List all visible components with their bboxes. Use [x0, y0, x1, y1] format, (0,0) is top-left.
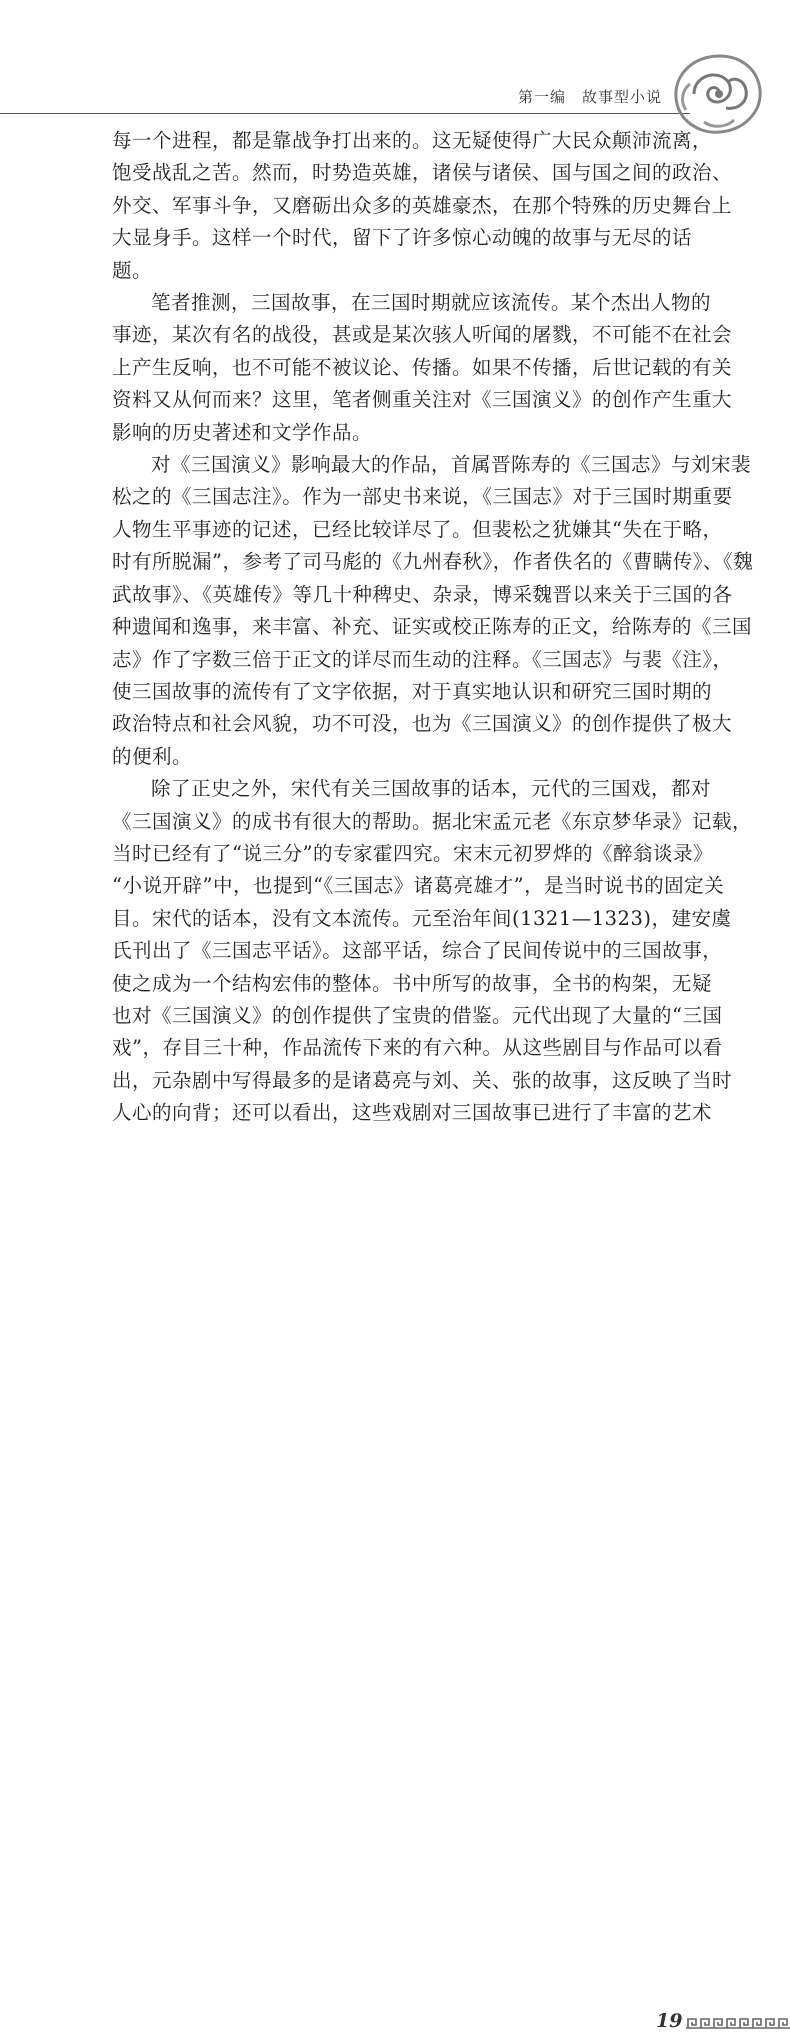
text-line: 氏刊出了《三国志平话》。这部平话，综合了民间传说中的三国故事，: [112, 939, 723, 963]
text-line: 外交、军事斗争，又磨砺出众多的英雄豪杰，在那个特殊的历史舞台上: [112, 193, 733, 217]
paragraph: [112, 125, 733, 287]
page-number: 19: [656, 2010, 683, 2032]
paragraph: [112, 449, 754, 773]
text-line: 除了正史之外，宋代有关三国故事的话本，元代的三国戏，都对: [151, 777, 712, 801]
meander-pattern-icon: [686, 2016, 790, 2030]
paragraph: [112, 287, 733, 449]
text-line: 饱受战乱之苦。然而，时势造英雄，诸侯与诸侯、国与国之间的政治、: [112, 161, 733, 185]
text-line: 使三国故事的流传有了文字依据，对于真实地认识和研究三国时期的: [112, 679, 713, 703]
text-line: 使之成为一个结构宏伟的整体。书中所写的故事，全书的构架，无疑: [112, 971, 713, 995]
text-line: 也对《三国演义》的创作提供了宝贵的借鉴。元代出现了大量的“三国: [112, 1003, 723, 1027]
text-line: 当时已经有了“说三分”的专家霍四究。宋末元初罗烨的《醉翁谈录》: [112, 841, 713, 865]
text-line: 的便利。: [112, 744, 193, 768]
header-rule: [0, 113, 690, 114]
text-line: 政治特点和社会风貌，功不可没，也为《三国演义》的创作提供了极大: [112, 712, 733, 736]
text-line: 上产生反响，也不可能不被议论、传播。如果不传播，后世记载的有关: [112, 355, 733, 379]
page-footer: [0, 985, 790, 2032]
text-line: 人心的向背；还可以看出，这些戏剧对三国故事已进行了丰富的艺术: [112, 1101, 713, 1125]
text-line: 事迹，某次有名的战役，甚或是某次骇人听闻的屠戮，不可能不在社会: [112, 323, 733, 347]
text-line: 笔者推测，三国故事，在三国时期就应该流传。某个杰出人物的: [151, 291, 712, 315]
text-line: 资料又从何而来？这里，笔者侧重关注对《三国演义》的创作产生重大: [112, 388, 733, 412]
section-title: 第一编 故事型小说: [517, 88, 662, 106]
text-line: 人物生平事迹的记述，已经比较详尽了。但裴松之犹嫌其“失在于略，: [112, 517, 723, 541]
text-line: 题。: [112, 258, 153, 282]
text-line: 松之的《三国志注》。作为一部史书来说，《三国志》对于三国时期重要: [112, 485, 733, 509]
text-line: 武故事》、《英雄传》等几十种稗史、杂录，博采魏晋以来关于三国的各: [112, 582, 733, 606]
text-line: “小说开辟”中，也提到“《三国志》诸葛亮雄才”，是当时说书的固定关: [112, 874, 725, 898]
page-header: [0, 0, 790, 125]
text-line: 出，元杂剧中写得最多的是诸葛亮与刘、关、张的故事，这反映了当时: [112, 1068, 733, 1092]
text-line: 《三国演义》的成书有很大的帮助。据北宋孟元老《东京梦华录》记载，: [112, 809, 753, 833]
text-line: 大显身手。这样一个时代，留下了许多惊心动魄的故事与无尽的话: [112, 226, 693, 250]
text-line: 对《三国演义》影响最大的作品，首属晋陈寿的《三国志》与刘宋裴: [151, 453, 752, 477]
text-line: 种遗闻和逸事，来丰富、补充、证实或校正陈寿的正文，给陈寿的《三国: [112, 615, 753, 639]
text-line: 志》作了字数三倍于正文的详尽而生动的注释。《三国志》与裴《注》，: [112, 647, 733, 671]
text-line: 目。宋代的话本，没有文本流传。元至治年间(1321—1323)，建安虞: [112, 906, 732, 930]
text-line: 影响的历史著述和文学作品。: [112, 420, 373, 444]
text-line: 时有所脱漏”，参考了司马彪的《九州春秋》，作者佚名的《曹瞒传》、《魏: [112, 550, 754, 574]
text-line: 每一个进程，都是靠战争打出来的。这无疑使得广大民众颠沛流离，: [112, 129, 713, 152]
text-line: 戏”，存目三十种，作品流传下来的有六种。从这些剧目与作品可以看: [112, 1036, 723, 1060]
body-text: [112, 125, 754, 1130]
